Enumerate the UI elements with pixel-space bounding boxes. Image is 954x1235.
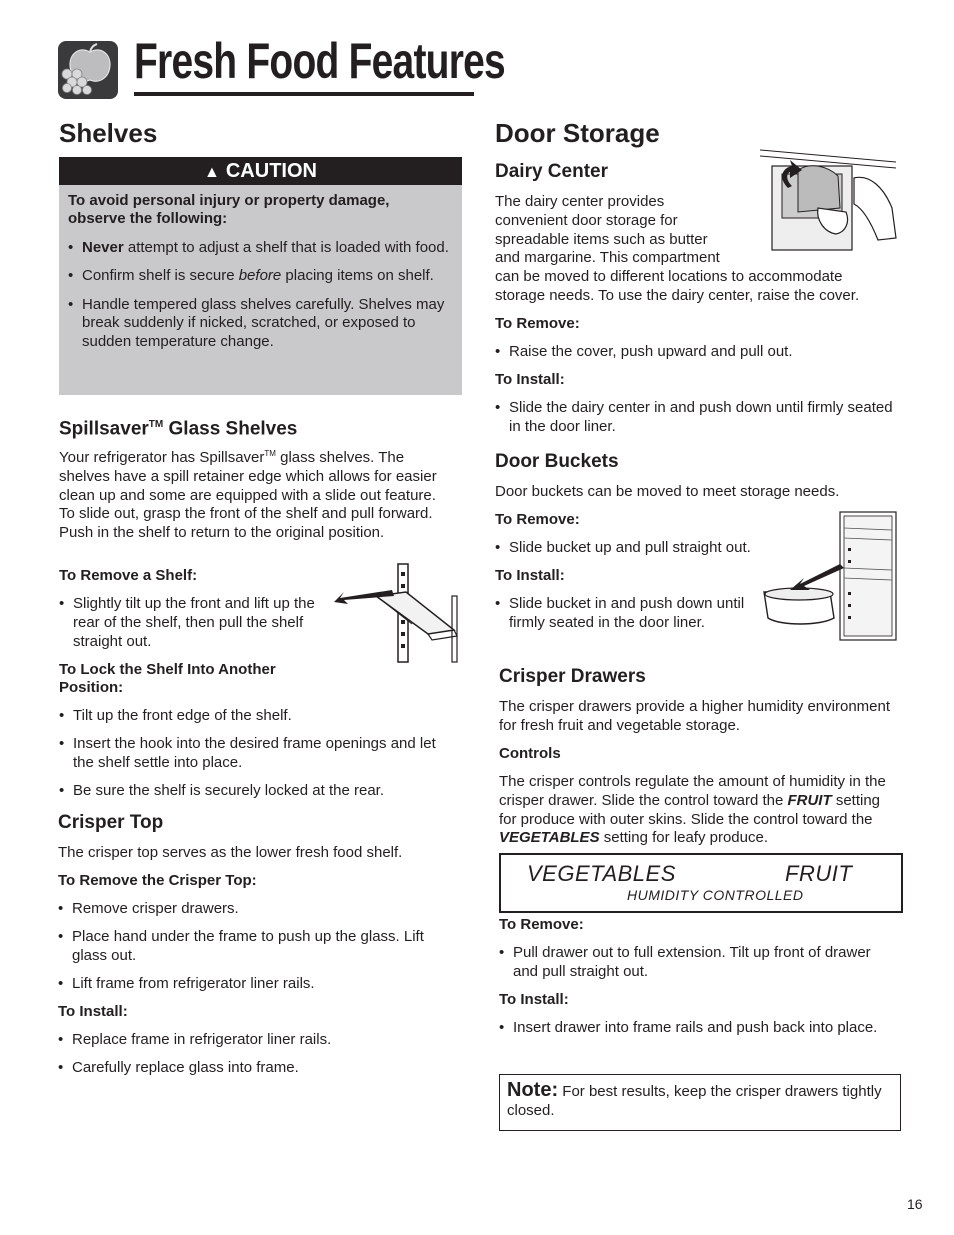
install-crisper-top-heading: To Install: bbox=[58, 1003, 128, 1020]
crisper-top-heading: Crisper Top bbox=[58, 812, 164, 833]
remove-crisper-top-heading: To Remove the Crisper Top: bbox=[58, 872, 257, 889]
crisper-remove-list bbox=[499, 944, 899, 991]
crisper-top-body: The crisper top serves as the lower fresh food shelf. bbox=[58, 844, 403, 861]
spillsaver-heading: Spillsaver™ Glass Shelves bbox=[59, 418, 298, 440]
dairy-install-list bbox=[495, 399, 895, 446]
remove-crisper-top-list bbox=[58, 900, 463, 1004]
humidity-label: HUMIDITY CONTROLLED bbox=[627, 887, 804, 903]
dairy-center-illustration bbox=[758, 148, 898, 252]
list-item: • Insert the hook into the desired frame openings and let the shelf settle into place. bbox=[59, 735, 459, 773]
note-text: Note: For best results, keep the crisper drawers tightly closed. bbox=[507, 1079, 882, 1119]
title-rule bbox=[134, 92, 474, 96]
dairy-remove-heading: To Remove: bbox=[495, 315, 580, 332]
list-item: • Lift frame from refrigerator liner rails. bbox=[58, 975, 463, 994]
spillsaver-body: Your refrigerator has Spillsaver™ glass shelves. The shelves have a spill retainer edge which allows for easier clean up and some are equipped with a slide out feature. To slide out, grasp the front of the shelf and pull forward. Push in the shelf to return to the original position. bbox=[59, 449, 437, 542]
list-item: • Slide bucket in and push down until firmly seated in the door liner. bbox=[495, 595, 755, 633]
install-crisper-top-list bbox=[58, 1031, 463, 1088]
list-item: • Place hand under the frame to push up the glass. Lift glass out. bbox=[58, 928, 463, 966]
note-box bbox=[499, 1074, 901, 1131]
crisper-install-heading: To Install: bbox=[499, 991, 569, 1008]
dairy-center-heading: Dairy Center bbox=[495, 161, 608, 182]
shelf-illustration bbox=[332, 562, 462, 666]
humidity-control-slider[interactable] bbox=[499, 853, 903, 913]
list-item: • Remove crisper drawers. bbox=[58, 900, 463, 919]
crisper-drawers-heading: Crisper Drawers bbox=[499, 666, 646, 687]
fruit-icon bbox=[57, 40, 119, 100]
caution-list bbox=[68, 239, 453, 361]
list-item: • Slide bucket up and pull straight out. bbox=[495, 539, 795, 558]
remove-shelf-list bbox=[59, 595, 324, 661]
dairy-line-1: The dairy center provides bbox=[495, 193, 665, 210]
crisper-install-list bbox=[499, 1019, 899, 1047]
list-item: • Never attempt to adjust a shelf that is loaded with food. bbox=[68, 239, 453, 258]
caution-intro: To avoid personal injury or property damage, observe the following: bbox=[68, 192, 390, 227]
door-bucket-illustration bbox=[760, 508, 898, 644]
lock-shelf-list bbox=[59, 707, 459, 811]
list-item: • Raise the cover, push upward and pull out. bbox=[495, 343, 895, 362]
lock-shelf-heading: To Lock the Shelf Into Another Position: bbox=[59, 661, 276, 696]
controls-body: The crisper controls regulate the amount of humidity in the crisper drawer. Slide the control toward the FRUIT setting for produce with outer skins. Slide the control toward the VEGETABLES setting for leafy produce. bbox=[499, 773, 886, 847]
page-title: Fresh Food Features bbox=[134, 33, 505, 89]
caution-header bbox=[59, 157, 462, 185]
dairy-line-3: spreadable items such as butter bbox=[495, 231, 708, 248]
door-buckets-body: Door buckets can be moved to meet storage needs. bbox=[495, 483, 840, 500]
list-item: • Insert drawer into frame rails and push back into place. bbox=[499, 1019, 899, 1038]
crisper-drawers-body: The crisper drawers provide a higher humidity environment for fresh fruit and vegetable storage. bbox=[499, 698, 891, 734]
remove-shelf-heading: To Remove a Shelf: bbox=[59, 567, 198, 584]
list-item: • Replace frame in refrigerator liner rails. bbox=[58, 1031, 463, 1050]
controls-heading: Controls bbox=[499, 745, 561, 762]
fruit-setting[interactable]: FRUIT bbox=[785, 861, 853, 886]
buckets-install-list bbox=[495, 595, 755, 642]
dairy-line-2: convenient door storage for bbox=[495, 212, 678, 229]
buckets-remove-list bbox=[495, 539, 795, 567]
list-item: • Pull drawer out to full extension. Tilt up front of drawer and pull straight out. bbox=[499, 944, 899, 982]
list-item: • Handle tempered glass shelves carefully. Shelves may break suddenly if nicked, scratched, or exposed to sudden temperature change. bbox=[68, 296, 453, 352]
list-item: • Be sure the shelf is securely locked at the rear. bbox=[59, 782, 459, 801]
dairy-body-rest: can be moved to different locations to accommodate storage needs. To use the dairy center, raise the cover. bbox=[495, 268, 860, 304]
buckets-install-heading: To Install: bbox=[495, 567, 565, 584]
shelves-heading: Shelves bbox=[59, 118, 158, 148]
list-item: • Slide the dairy center in and push down until firmly seated in the door liner. bbox=[495, 399, 895, 437]
door-buckets-heading: Door Buckets bbox=[495, 451, 619, 472]
list-item: • Tilt up the front edge of the shelf. bbox=[59, 707, 459, 726]
door-storage-heading: Door Storage bbox=[495, 118, 660, 148]
dairy-install-heading: To Install: bbox=[495, 371, 565, 388]
buckets-remove-heading: To Remove: bbox=[495, 511, 580, 528]
page-number: 16 bbox=[907, 1196, 923, 1212]
crisper-remove-heading: To Remove: bbox=[499, 916, 584, 933]
vegetables-setting[interactable]: VEGETABLES bbox=[527, 861, 676, 886]
caution-label: CAUTION bbox=[225, 160, 317, 182]
warning-icon: ▲ bbox=[204, 164, 220, 181]
list-item: • Carefully replace glass into frame. bbox=[58, 1059, 463, 1078]
dairy-line-4: and margarine. This compartment bbox=[495, 249, 720, 266]
list-item: • Confirm shelf is secure before placing items on shelf. bbox=[68, 267, 453, 286]
list-item: • Slightly tilt up the front and lift up the rear of the shelf, then pull the shelf straight out. bbox=[59, 595, 324, 651]
dairy-remove-list bbox=[495, 343, 895, 371]
